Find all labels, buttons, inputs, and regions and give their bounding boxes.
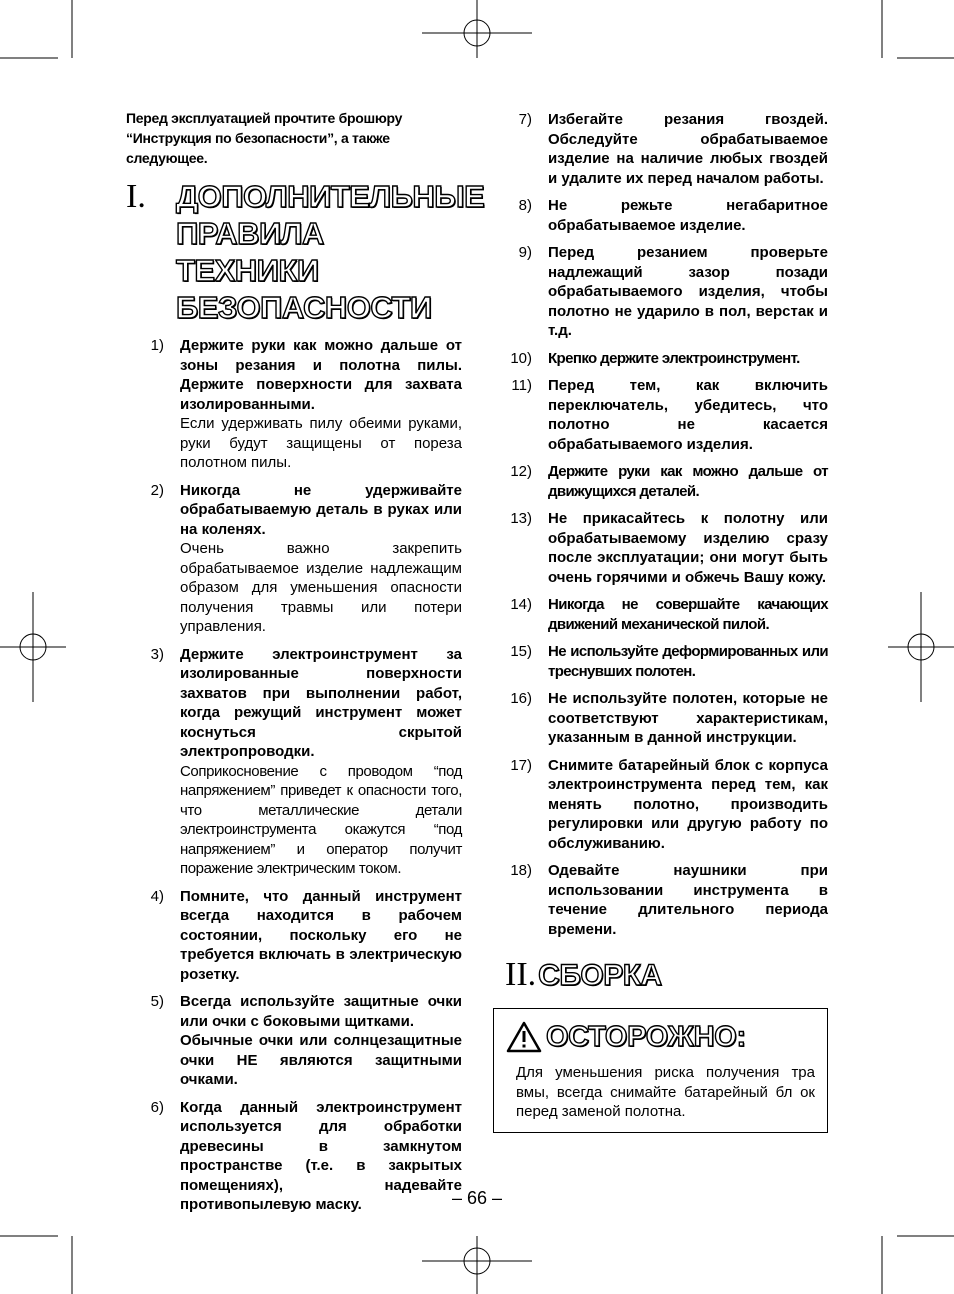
section-2-heading — [505, 957, 828, 994]
warning-title: ОСТОРОЖНО: — [546, 1021, 746, 1053]
rule-number: 15) — [510, 643, 532, 660]
rule-item — [505, 861, 828, 939]
rule-number: 7) — [518, 111, 532, 128]
rule-number: 8) — [518, 197, 532, 214]
rule-number: 1) — [150, 337, 164, 354]
section-1-title-line: ДОПОЛНИТЕЛЬНЫЕ — [176, 179, 485, 214]
rule-item — [505, 196, 828, 235]
rule-body-text: Очень важно закрепить обрабатываемое изделие надлежащим образом для уменьшения опасности получения травмы или потери управления. — [180, 540, 462, 635]
section-2-title: СБОРКА — [538, 959, 662, 992]
rule-item — [126, 336, 462, 473]
section-2-number: II. — [505, 956, 537, 993]
section-1-title-line: БЕЗОПАСНОСТИ — [176, 290, 432, 325]
rule-bold-text: Не прикасайтесь к полотну или обрабатываемому изделию сразу после эксплуатации; они могут быть очень горячими и обжечь Вашу кожу. — [548, 510, 828, 586]
rule-bold-text: Держите руки как можно дальше от зоны резания и полотна пилы. Держите поверхности для захвата изолированными. — [180, 337, 462, 413]
rule-item — [505, 462, 828, 501]
rule-bold-text: Не режьте негабаритное обрабатываемое изделие. — [548, 197, 828, 234]
rule-bold-text: Перед резанием проверьте надлежащий зазор позади обрабатываемого изделия, чтобы полотно не ударило в пол, верстак и т.д. — [548, 244, 828, 339]
right-column — [505, 110, 828, 1133]
page-number: – 66 – — [451, 1188, 503, 1208]
rule-bold-text: Одевайте наушники при использовании инструмента в течение длительного периода времени. — [548, 862, 828, 938]
rule-number: 12) — [510, 463, 532, 480]
rule-number: 9) — [518, 244, 532, 261]
rule-bold-text: Держите руки как можно дальше от движущихся деталей. — [548, 463, 828, 500]
section-1-number: I. — [126, 178, 146, 215]
rule-number: 10) — [510, 349, 532, 367]
rule-bold-text: Не используйте деформированных или треснувших полотен. — [548, 643, 828, 680]
rule-number: 2) — [150, 481, 164, 499]
warning-triangle-icon — [506, 1021, 542, 1053]
rule-item — [505, 642, 828, 681]
rule-item — [505, 689, 828, 748]
rule-item — [126, 481, 462, 637]
rule-bold-text: Когда данный электроинструмент используется для обработки древесины в замкнутом пространстве (т.е. в закрытых помещениях), надевайте противопылевую маску. — [180, 1098, 462, 1213]
rule-bold-text: Никогда не совершайте качающих движений механической пилой. — [548, 596, 828, 633]
rule-item — [505, 349, 828, 369]
rule-bold-text: Держите электроинструмент за изолированные поверхности захватов при выполнении работ, когда режущий инструмент может коснуться скрытой электропроводки. — [180, 645, 462, 760]
warning-box — [493, 1008, 828, 1133]
rule-number: 18) — [510, 862, 532, 879]
warning-text: Для уменьшения риска получения тра вмы, всегда снимайте батарейный бл ок перед заменой полотна. — [516, 1064, 815, 1120]
rule-item — [505, 595, 828, 634]
rule-bold-text: Не используйте полотен, которые не соответствуют характеристикам, указанным в данной инструкции. — [548, 690, 828, 746]
rule-body-text: Соприкосновение с проводом “под напряжением” приведет к опасности того, что металлические детали электроинструмента окажутся “под напряжением” и оператор получит поражение электрическим током. — [180, 762, 462, 877]
intro-text: Перед эксплуатацией прочтите брошюру “Инструкция по безопасности”, а также следующее. — [126, 110, 403, 166]
rule-bold-text: Снимите батарейный блок с корпуса электроинструмента перед тем, как менять полотно, производить регулировки или другую работу по обслуживанию. — [548, 756, 828, 852]
rule-number: 11) — [511, 377, 532, 394]
section-1-heading — [126, 178, 485, 326]
rule-item — [126, 992, 462, 1090]
rule-number: 5) — [150, 993, 164, 1010]
rule-item — [126, 645, 462, 879]
rule-number: 16) — [510, 690, 532, 707]
rule-body-text: Если удерживать пилу обеими руками, руки будут защищены от пореза полотном пилы. — [180, 415, 462, 471]
rule-bold-text-2: Обычные очки или солнцезащитные очки НЕ являются защитными очками. — [180, 1032, 462, 1088]
rule-number: 3) — [150, 645, 164, 663]
rule-bold-text: Крепко держите электроинструмент. — [548, 349, 800, 367]
rule-bold-text: Никогда не удерживайте обрабатываемую деталь в руках или на коленях. — [180, 481, 462, 538]
rule-bold-text: Перед тем, как включить переключатель, убедитесь, что полотно не касается обрабатываемого изделия. — [548, 377, 828, 453]
rule-number: 6) — [150, 1098, 164, 1116]
rule-number: 4) — [150, 887, 164, 905]
safety-rules-list-right — [505, 110, 828, 939]
rule-item — [505, 756, 828, 854]
safety-rules-list-left — [126, 336, 462, 1215]
rule-item — [505, 110, 828, 188]
rule-number: 17) — [510, 756, 532, 774]
rule-item — [505, 509, 828, 587]
rule-item — [505, 243, 828, 341]
section-1-title-line: ПРАВИЛА ТЕХНИКИ — [176, 216, 324, 288]
rule-bold-text: Избегайте резания гвоздей. Обследуйте обрабатываемое изделие на наличие любых гвоздей и удалите их перед началом работы. — [548, 111, 828, 187]
warning-header — [506, 1019, 815, 1055]
rule-bold-text: Помните, что данный инструмент всегда находится в рабочем состоянии, поскольку его не требуется включать в электрическую розетку. — [180, 887, 462, 983]
rule-item — [505, 376, 828, 454]
rule-item — [126, 887, 462, 985]
rule-number: 13) — [510, 510, 532, 527]
rule-number: 14) — [510, 596, 532, 613]
rule-bold-text: Всегда используйте защитные очки или очки с боковыми щитками. — [180, 993, 462, 1030]
